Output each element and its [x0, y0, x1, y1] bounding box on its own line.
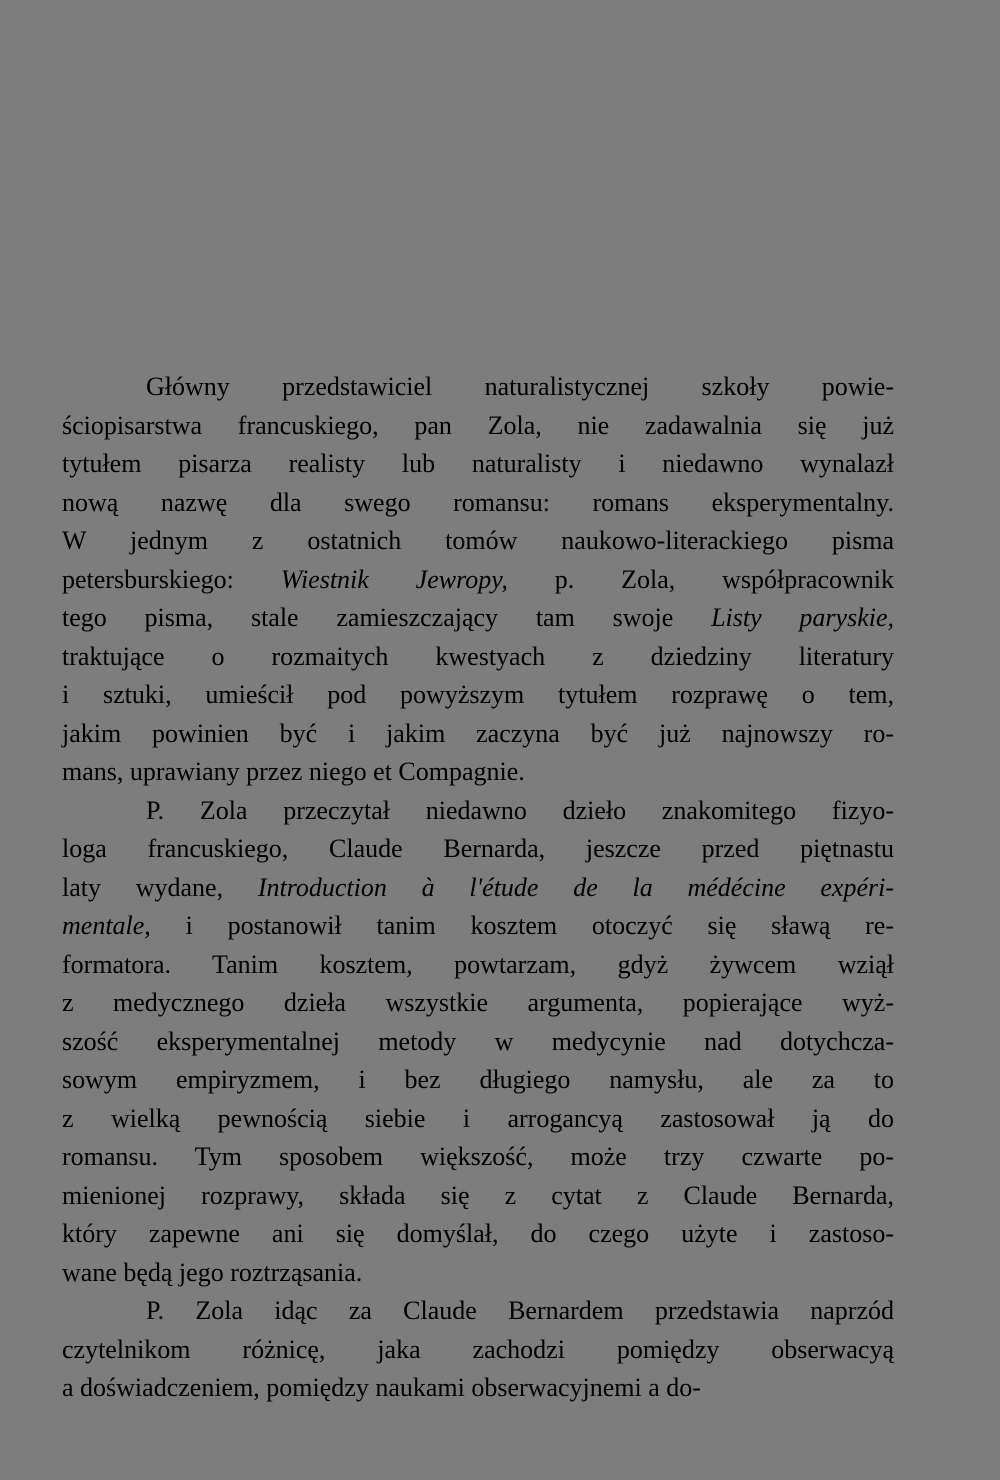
- text-run: i sztuki, umieścił pod powyższym tytułem rozprawę o tem,: [62, 680, 894, 709]
- text-line: [62, 1215, 894, 1254]
- text-run: mans, uprawiany przez niego et Compagnie.: [62, 757, 525, 786]
- text-line: [62, 715, 894, 754]
- italic-title: Wiestnik Jewropy,: [280, 564, 508, 594]
- text-run: tego pisma, stale zamieszczający tam swoje: [62, 603, 712, 632]
- text-run: nową nazwę dla swego romansu: romans eksperymentalny.: [62, 487, 894, 517]
- text-line: [62, 561, 894, 600]
- text-line: [62, 638, 894, 677]
- text-line: [62, 869, 894, 908]
- text-run: sowym empiryzmem, i bez długiego namysłu, ale za to: [62, 1065, 894, 1094]
- text-run: tytułem pisarza realisty lub naturalisty i niedawno wynalazł: [62, 449, 894, 478]
- text-run: loga francuskiego, Claude Bernarda, jeszcze przed piętnastu: [62, 834, 894, 863]
- text-run: P. Zola idąc za Claude Bernardem przedstawia naprzód: [146, 1296, 894, 1325]
- text-run: petersburskiego:: [62, 564, 281, 594]
- text-run: wane będą jego roztrząsania.: [62, 1257, 363, 1287]
- text-line: [62, 753, 894, 792]
- text-run: mienionej rozprawy, składa się z cytat z Claude Bernarda,: [62, 1180, 894, 1210]
- text-line: [62, 368, 894, 407]
- text-run: P. Zola przeczytał niedawno dzieło znakomitego fizyo-: [146, 795, 894, 825]
- text-line: [62, 1023, 894, 1062]
- text-run: który zapewne ani się domyślał, do czego użyte i zastoso-: [62, 1219, 894, 1248]
- text-run: formatora. Tanim kosztem, powtarzam, gdyż żywcem wziął: [62, 949, 894, 979]
- text-run: czytelnikom różnicę, jaka zachodzi pomiędzy obserwacyą: [62, 1334, 894, 1364]
- italic-title: Listy paryskie,: [711, 603, 894, 632]
- text-run: romansu. Tym sposobem większość, może trzy czwarte po-: [62, 1142, 894, 1171]
- text-line: [62, 1254, 894, 1293]
- text-line: [62, 792, 894, 831]
- text-line: [62, 599, 894, 638]
- text-line: [62, 1177, 894, 1216]
- text-line: [62, 522, 894, 561]
- text-run: z medycznego dzieła wszystkie argumenta, popierające wyż-: [62, 988, 894, 1017]
- text-run: Główny przedstawiciel naturalistycznej szkoły powie-: [146, 372, 894, 401]
- text-run: W jednym z ostatnich tomów naukowo-literackiego pisma: [62, 526, 894, 555]
- text-run: laty wydane,: [62, 872, 258, 902]
- text-run: szość eksperymentalnej metody w medycynie nad dotychcza-: [62, 1026, 894, 1056]
- text-run: a doświadczeniem, pomiędzy naukami obserwacyjnemi a do-: [62, 1373, 701, 1402]
- text-line: [62, 1100, 894, 1139]
- paragraph: [62, 368, 894, 792]
- text-line: [62, 830, 894, 869]
- text-run: jakim powinien być i jakim zaczyna być już najnowszy ro-: [62, 718, 894, 748]
- text-run: z wielką pewnością siebie i arrogancyą zastosował ją do: [62, 1103, 894, 1133]
- text-run: ściopisarstwa francuskiego, pan Zola, nie zadawalnia się już: [62, 410, 894, 440]
- text-run: i postanowił tanim kosztem otoczyć się sławą re-: [150, 911, 894, 940]
- paragraph: [62, 792, 894, 1293]
- text-line: [62, 984, 894, 1023]
- text-line: [62, 907, 894, 946]
- text-line: [62, 407, 894, 446]
- body-text: [62, 368, 894, 1408]
- text-line: [62, 946, 894, 985]
- text-line: [62, 1369, 894, 1408]
- text-line: [62, 1061, 894, 1100]
- text-line: [62, 1331, 894, 1370]
- text-run: traktujące o rozmaitych kwestyach z dziedziny literatury: [62, 641, 894, 671]
- italic-title: mentale,: [62, 911, 151, 940]
- italic-title: Introduction à l'étude de la médécine expéri-: [257, 872, 894, 902]
- text-line: [62, 1292, 894, 1331]
- text-line: [62, 484, 894, 523]
- text-line: [62, 1138, 894, 1177]
- text-line: [62, 445, 894, 484]
- paragraph: [62, 1292, 894, 1408]
- text-line: [62, 676, 894, 715]
- text-run: p. Zola, współpracownik: [507, 564, 894, 594]
